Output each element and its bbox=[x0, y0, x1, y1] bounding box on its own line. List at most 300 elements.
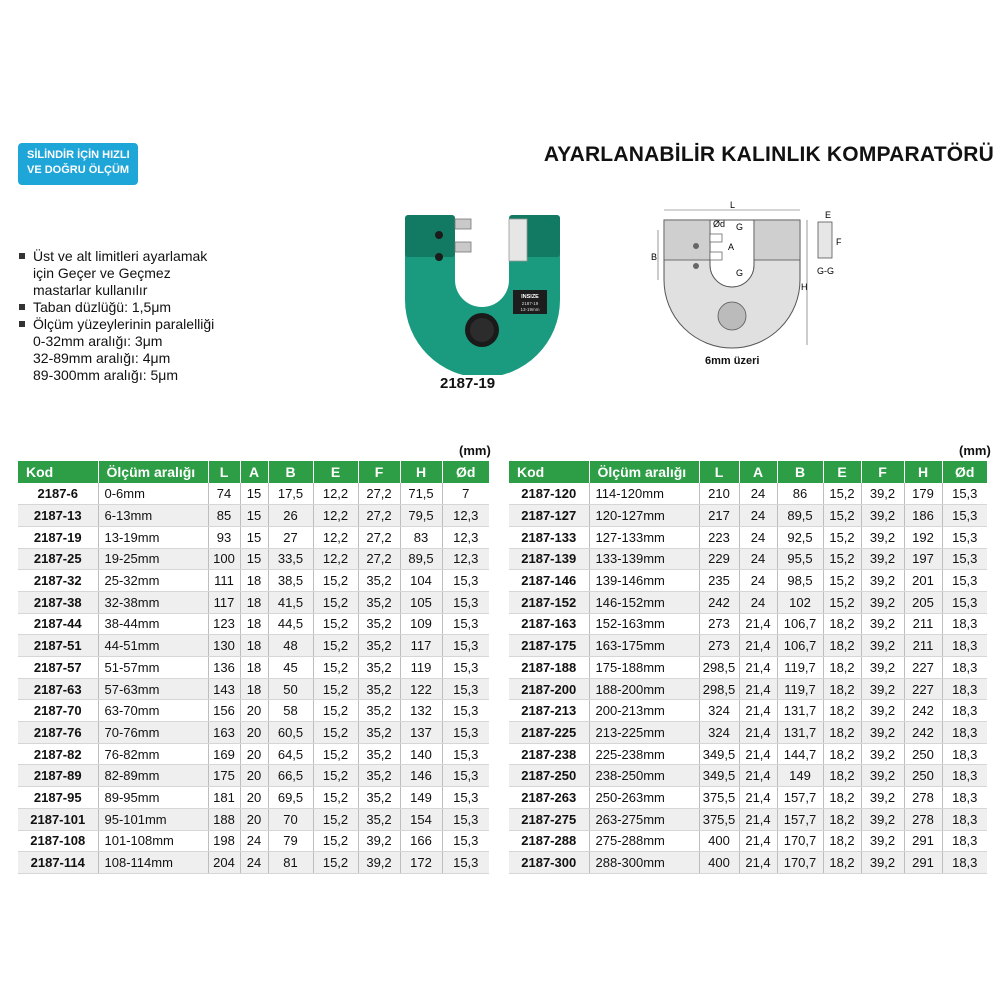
dimension-cell: 12,3 bbox=[442, 548, 489, 570]
range-cell: 25-32mm bbox=[98, 570, 208, 592]
table-row bbox=[509, 700, 987, 722]
dimension-cell: 18,3 bbox=[942, 765, 987, 787]
feature-item: mastarlar kullanılır bbox=[33, 282, 148, 298]
column-header: L bbox=[699, 461, 739, 483]
range-cell: 51-57mm bbox=[98, 657, 208, 679]
dimension-cell: 18,2 bbox=[823, 787, 861, 809]
dimension-cell: 122 bbox=[400, 678, 442, 700]
dimension-cell: 15,2 bbox=[313, 657, 358, 679]
dimension-cell: 39,2 bbox=[861, 765, 904, 787]
range-cell: 108-114mm bbox=[98, 852, 208, 874]
dimension-cell: 211 bbox=[904, 635, 942, 657]
table-row bbox=[18, 657, 489, 679]
dimension-cell: 83 bbox=[400, 526, 442, 548]
dimension-cell: 227 bbox=[904, 657, 942, 679]
dimension-cell: 35,2 bbox=[358, 808, 400, 830]
dimension-cell: 18,2 bbox=[823, 830, 861, 852]
feature-item: 32-89mm aralığı: 4μm bbox=[33, 350, 171, 366]
dimension-cell: 109 bbox=[400, 613, 442, 635]
dimension-cell: 15 bbox=[240, 505, 268, 527]
dimension-cell: 375,5 bbox=[699, 808, 739, 830]
dimension-cell: 104 bbox=[400, 570, 442, 592]
range-cell: 32-38mm bbox=[98, 591, 208, 613]
dimension-cell: 98,5 bbox=[777, 570, 823, 592]
dimension-cell: 119 bbox=[400, 657, 442, 679]
range-cell: 70-76mm bbox=[98, 722, 208, 744]
dimension-cell: 12,3 bbox=[442, 505, 489, 527]
dimension-cell: 188 bbox=[208, 808, 240, 830]
dimension-cell: 205 bbox=[904, 591, 942, 613]
table-row bbox=[509, 657, 987, 679]
product-model-label: 2187-19 bbox=[440, 375, 496, 392]
dimension-cell: 18,2 bbox=[823, 678, 861, 700]
dimension-cell: 24 bbox=[739, 548, 777, 570]
table-row bbox=[18, 613, 489, 635]
code-cell: 2187-76 bbox=[18, 722, 98, 744]
dimension-cell: 291 bbox=[904, 830, 942, 852]
column-header: Ölçüm aralığı bbox=[98, 461, 208, 483]
dimension-cell: 21,4 bbox=[739, 657, 777, 679]
table-row bbox=[18, 548, 489, 570]
dimension-cell: 39,2 bbox=[358, 852, 400, 874]
dimension-cell: 41,5 bbox=[268, 591, 313, 613]
screw-icon bbox=[435, 231, 443, 239]
range-cell: 95-101mm bbox=[98, 808, 208, 830]
knob-center bbox=[470, 318, 494, 342]
feature-list bbox=[18, 248, 243, 384]
dimension-cell: 15,2 bbox=[313, 808, 358, 830]
dimension-cell: 324 bbox=[699, 700, 739, 722]
dimension-cell: 12,2 bbox=[313, 526, 358, 548]
dim-label-b: B bbox=[651, 252, 658, 262]
code-cell: 2187-188 bbox=[509, 657, 589, 679]
anvil bbox=[509, 219, 527, 261]
dimension-cell: 18,2 bbox=[823, 657, 861, 679]
dimension-cell: 15,2 bbox=[313, 700, 358, 722]
dimension-cell: 20 bbox=[240, 722, 268, 744]
dimension-cell: 39,2 bbox=[861, 505, 904, 527]
code-cell: 2187-225 bbox=[509, 722, 589, 744]
dimension-cell: 66,5 bbox=[268, 765, 313, 787]
dimension-cell: 204 bbox=[208, 852, 240, 874]
dimension-cell: 33,5 bbox=[268, 548, 313, 570]
range-cell: 19-25mm bbox=[98, 548, 208, 570]
dimension-cell: 21,4 bbox=[739, 635, 777, 657]
code-cell: 2187-63 bbox=[18, 678, 98, 700]
dimension-cell: 12,2 bbox=[313, 548, 358, 570]
range-cell: 76-82mm bbox=[98, 743, 208, 765]
screw-icon bbox=[435, 253, 443, 261]
table-row bbox=[509, 808, 987, 830]
dimension-cell: 21,4 bbox=[739, 613, 777, 635]
dimension-cell: 100 bbox=[208, 548, 240, 570]
range-cell: 146-152mm bbox=[589, 591, 699, 613]
table-row bbox=[18, 787, 489, 809]
dimension-cell: 15,3 bbox=[442, 657, 489, 679]
dimension-cell: 175 bbox=[208, 765, 240, 787]
range-cell: 82-89mm bbox=[98, 765, 208, 787]
dimension-cell: 21,4 bbox=[739, 765, 777, 787]
dimension-cell: 24 bbox=[739, 526, 777, 548]
dimension-cell: 35,2 bbox=[358, 700, 400, 722]
feature-item: için Geçer ve Geçmez bbox=[33, 265, 171, 281]
dimension-cell: 15,2 bbox=[313, 787, 358, 809]
dimension-cell: 44,5 bbox=[268, 613, 313, 635]
dimension-cell: 70 bbox=[268, 808, 313, 830]
code-cell: 2187-275 bbox=[509, 808, 589, 830]
dimension-cell: 35,2 bbox=[358, 787, 400, 809]
unit-label-left: (mm) bbox=[459, 443, 491, 458]
dimension-cell: 20 bbox=[240, 700, 268, 722]
drawing-knob bbox=[718, 302, 746, 330]
dimension-cell: 157,7 bbox=[777, 787, 823, 809]
dimension-cell: 291 bbox=[904, 852, 942, 874]
badge-line-1: SİLİNDİR İÇİN HIZLI bbox=[27, 149, 130, 161]
range-cell: 288-300mm bbox=[589, 852, 699, 874]
drawing-left-block bbox=[664, 220, 710, 260]
range-cell: 101-108mm bbox=[98, 830, 208, 852]
dimension-cell: 24 bbox=[240, 852, 268, 874]
column-header: F bbox=[861, 461, 904, 483]
dimension-cell: 130 bbox=[208, 635, 240, 657]
page-title: AYARLANABİLİR KALINLIK KOMPARATÖRÜ bbox=[543, 143, 994, 166]
range-cell: 238-250mm bbox=[589, 765, 699, 787]
code-cell: 2187-139 bbox=[509, 548, 589, 570]
range-cell: 44-51mm bbox=[98, 635, 208, 657]
dimension-cell: 198 bbox=[208, 830, 240, 852]
dimension-cell: 15,3 bbox=[442, 852, 489, 874]
lower-pin bbox=[455, 242, 471, 252]
brand-logo: INSIZE bbox=[521, 294, 539, 300]
dimension-cell: 39,2 bbox=[861, 613, 904, 635]
range-cell: 275-288mm bbox=[589, 830, 699, 852]
range-cell: 6-13mm bbox=[98, 505, 208, 527]
column-header: H bbox=[400, 461, 442, 483]
range-cell: 57-63mm bbox=[98, 678, 208, 700]
dimension-cell: 92,5 bbox=[777, 526, 823, 548]
code-cell: 2187-288 bbox=[509, 830, 589, 852]
dimension-cell: 89,5 bbox=[777, 505, 823, 527]
dimension-cell: 201 bbox=[904, 570, 942, 592]
dimension-cell: 18 bbox=[240, 657, 268, 679]
dim-label-g2: G bbox=[736, 268, 744, 278]
table-row bbox=[509, 678, 987, 700]
dimension-cell: 24 bbox=[739, 591, 777, 613]
column-header: Kod bbox=[18, 461, 98, 483]
dim-label-a: A bbox=[728, 242, 735, 252]
dimension-cell: 18,3 bbox=[942, 635, 987, 657]
dimension-cell: 18 bbox=[240, 613, 268, 635]
dimension-cell: 20 bbox=[240, 743, 268, 765]
dimension-cell: 21,4 bbox=[739, 787, 777, 809]
table-row bbox=[509, 505, 987, 527]
dimension-cell: 18,3 bbox=[942, 787, 987, 809]
dimension-cell: 242 bbox=[904, 722, 942, 744]
dimension-cell: 15,2 bbox=[313, 678, 358, 700]
dimension-cell: 35,2 bbox=[358, 591, 400, 613]
dimension-cell: 39,2 bbox=[861, 483, 904, 505]
dimension-cell: 18,3 bbox=[942, 830, 987, 852]
dimension-cell: 169 bbox=[208, 743, 240, 765]
dimension-cell: 39,2 bbox=[358, 830, 400, 852]
dimension-cell: 324 bbox=[699, 722, 739, 744]
dimension-cell: 154 bbox=[400, 808, 442, 830]
dimension-cell: 18 bbox=[240, 635, 268, 657]
drawing-screw bbox=[693, 243, 699, 249]
dimension-cell: 64,5 bbox=[268, 743, 313, 765]
code-cell: 2187-238 bbox=[509, 743, 589, 765]
dimension-cell: 39,2 bbox=[861, 591, 904, 613]
dimension-cell: 35,2 bbox=[358, 613, 400, 635]
dimension-cell: 210 bbox=[699, 483, 739, 505]
dimension-cell: 273 bbox=[699, 635, 739, 657]
upper-pin bbox=[455, 219, 471, 229]
dimension-cell: 123 bbox=[208, 613, 240, 635]
dimension-cell: 15,3 bbox=[442, 787, 489, 809]
table-row bbox=[18, 591, 489, 613]
dimension-cell: 15,3 bbox=[442, 808, 489, 830]
dimension-cell: 58 bbox=[268, 700, 313, 722]
dimension-cell: 39,2 bbox=[861, 852, 904, 874]
dimension-cell: 223 bbox=[699, 526, 739, 548]
dimension-cell: 7 bbox=[442, 483, 489, 505]
dimension-cell: 15,2 bbox=[313, 765, 358, 787]
dimension-cell: 39,2 bbox=[861, 678, 904, 700]
dimension-cell: 170,7 bbox=[777, 830, 823, 852]
dimension-cell: 93 bbox=[208, 526, 240, 548]
dimension-cell: 273 bbox=[699, 613, 739, 635]
column-header: E bbox=[313, 461, 358, 483]
dimension-cell: 21,4 bbox=[739, 678, 777, 700]
dimension-cell: 298,5 bbox=[699, 678, 739, 700]
range-cell: 263-275mm bbox=[589, 808, 699, 830]
dimension-cell: 197 bbox=[904, 548, 942, 570]
table-row bbox=[509, 830, 987, 852]
dimension-cell: 119,7 bbox=[777, 657, 823, 679]
feature-item: Taban düzlüğü: 1,5μm bbox=[18, 299, 243, 316]
code-cell: 2187-82 bbox=[18, 743, 98, 765]
dimension-cell: 15,2 bbox=[313, 613, 358, 635]
table-row bbox=[18, 678, 489, 700]
code-cell: 2187-120 bbox=[509, 483, 589, 505]
drawing-right-block bbox=[754, 220, 800, 260]
dimension-cell: 35,2 bbox=[358, 657, 400, 679]
dimension-cell: 18,3 bbox=[942, 678, 987, 700]
dimension-cell: 12,3 bbox=[442, 526, 489, 548]
dimension-cell: 20 bbox=[240, 808, 268, 830]
dimension-cell: 95,5 bbox=[777, 548, 823, 570]
dimension-cell: 15,2 bbox=[313, 591, 358, 613]
range-cell: 152-163mm bbox=[589, 613, 699, 635]
dimension-cell: 179 bbox=[904, 483, 942, 505]
dimension-cell: 39,2 bbox=[861, 787, 904, 809]
dimension-cell: 211 bbox=[904, 613, 942, 635]
code-cell: 2187-38 bbox=[18, 591, 98, 613]
dimension-cell: 192 bbox=[904, 526, 942, 548]
range-cell: 175-188mm bbox=[589, 657, 699, 679]
dimension-cell: 15,3 bbox=[442, 678, 489, 700]
dimension-cell: 35,2 bbox=[358, 570, 400, 592]
table-row bbox=[18, 808, 489, 830]
dimension-cell: 132 bbox=[400, 700, 442, 722]
dimension-cell: 18,3 bbox=[942, 700, 987, 722]
dimension-cell: 15,2 bbox=[313, 570, 358, 592]
dimension-cell: 15 bbox=[240, 548, 268, 570]
column-header: H bbox=[904, 461, 942, 483]
dimension-cell: 15,2 bbox=[823, 483, 861, 505]
table-row bbox=[509, 787, 987, 809]
table-row bbox=[509, 483, 987, 505]
dimension-cell: 131,7 bbox=[777, 722, 823, 744]
dimension-cell: 24 bbox=[739, 570, 777, 592]
section-label-gg: G-G bbox=[817, 266, 834, 276]
dimension-cell: 21,4 bbox=[739, 808, 777, 830]
dimension-cell: 242 bbox=[699, 591, 739, 613]
dimension-cell: 85 bbox=[208, 505, 240, 527]
code-cell: 2187-108 bbox=[18, 830, 98, 852]
spec-table-left bbox=[18, 461, 489, 874]
drawing-caption: 6mm üzeri bbox=[705, 355, 760, 367]
dimension-cell: 21,4 bbox=[739, 852, 777, 874]
dimension-cell: 18 bbox=[240, 591, 268, 613]
dimension-cell: 349,5 bbox=[699, 743, 739, 765]
dimension-cell: 27 bbox=[268, 526, 313, 548]
dimension-cell: 27,2 bbox=[358, 505, 400, 527]
dimension-cell: 48 bbox=[268, 635, 313, 657]
table-row bbox=[18, 765, 489, 787]
dimension-cell: 137 bbox=[400, 722, 442, 744]
dimension-cell: 235 bbox=[699, 570, 739, 592]
code-cell: 2187-32 bbox=[18, 570, 98, 592]
dimension-cell: 18,2 bbox=[823, 808, 861, 830]
dimension-cell: 35,2 bbox=[358, 722, 400, 744]
dimension-cell: 17,5 bbox=[268, 483, 313, 505]
technical-drawing bbox=[650, 200, 850, 360]
dimension-cell: 298,5 bbox=[699, 657, 739, 679]
dimension-cell: 15,3 bbox=[942, 483, 987, 505]
dimension-cell: 15,2 bbox=[313, 830, 358, 852]
column-header: Ød bbox=[442, 461, 489, 483]
dimension-cell: 39,2 bbox=[861, 635, 904, 657]
code-cell: 2187-13 bbox=[18, 505, 98, 527]
dimension-cell: 50 bbox=[268, 678, 313, 700]
dimension-cell: 15,3 bbox=[942, 526, 987, 548]
dimension-cell: 250 bbox=[904, 743, 942, 765]
dimension-cell: 21,4 bbox=[739, 700, 777, 722]
dimension-cell: 18,3 bbox=[942, 657, 987, 679]
code-cell: 2187-263 bbox=[509, 787, 589, 809]
drawing-screw bbox=[693, 263, 699, 269]
code-cell: 2187-200 bbox=[509, 678, 589, 700]
dimension-cell: 15,3 bbox=[442, 743, 489, 765]
dimension-cell: 166 bbox=[400, 830, 442, 852]
code-cell: 2187-213 bbox=[509, 700, 589, 722]
feature-badge bbox=[18, 143, 138, 185]
table-row bbox=[18, 570, 489, 592]
dimension-cell: 69,5 bbox=[268, 787, 313, 809]
code-cell: 2187-152 bbox=[509, 591, 589, 613]
dimension-cell: 20 bbox=[240, 787, 268, 809]
range-cell: 200-213mm bbox=[589, 700, 699, 722]
table-row bbox=[18, 505, 489, 527]
dimension-cell: 15,3 bbox=[442, 570, 489, 592]
dimension-cell: 26 bbox=[268, 505, 313, 527]
dimension-cell: 18,2 bbox=[823, 765, 861, 787]
dimension-cell: 39,2 bbox=[861, 830, 904, 852]
unit-label-right: (mm) bbox=[959, 443, 991, 458]
dimension-cell: 105 bbox=[400, 591, 442, 613]
code-cell: 2187-127 bbox=[509, 505, 589, 527]
dimension-cell: 111 bbox=[208, 570, 240, 592]
dimension-cell: 278 bbox=[904, 787, 942, 809]
dimension-cell: 15,3 bbox=[442, 613, 489, 635]
range-cell: 213-225mm bbox=[589, 722, 699, 744]
dimension-cell: 35,2 bbox=[358, 743, 400, 765]
dimension-cell: 144,7 bbox=[777, 743, 823, 765]
dimension-cell: 38,5 bbox=[268, 570, 313, 592]
dimension-cell: 229 bbox=[699, 548, 739, 570]
dimension-cell: 39,2 bbox=[861, 570, 904, 592]
table-row bbox=[509, 526, 987, 548]
dimension-cell: 81 bbox=[268, 852, 313, 874]
dimension-cell: 106,7 bbox=[777, 613, 823, 635]
dimension-cell: 143 bbox=[208, 678, 240, 700]
dimension-cell: 15,3 bbox=[942, 505, 987, 527]
dimension-cell: 79 bbox=[268, 830, 313, 852]
dimension-cell: 157,7 bbox=[777, 808, 823, 830]
code-cell: 2187-114 bbox=[18, 852, 98, 874]
dimension-cell: 400 bbox=[699, 830, 739, 852]
table-row bbox=[18, 483, 489, 505]
dim-label-h: H bbox=[801, 282, 808, 292]
dimension-cell: 140 bbox=[400, 743, 442, 765]
dimension-cell: 12,2 bbox=[313, 483, 358, 505]
feature-item: Üst ve alt limitleri ayarlamak bbox=[18, 248, 243, 265]
dimension-cell: 146 bbox=[400, 765, 442, 787]
dimension-cell: 39,2 bbox=[861, 657, 904, 679]
dimension-cell: 227 bbox=[904, 678, 942, 700]
dim-label-e: E bbox=[825, 210, 832, 220]
dimension-cell: 217 bbox=[699, 505, 739, 527]
dimension-cell: 18,3 bbox=[942, 722, 987, 744]
dimension-cell: 375,5 bbox=[699, 787, 739, 809]
dimension-cell: 18,2 bbox=[823, 743, 861, 765]
table-row bbox=[509, 591, 987, 613]
dimension-cell: 15,2 bbox=[823, 570, 861, 592]
dimension-cell: 39,2 bbox=[861, 548, 904, 570]
code-cell: 2187-25 bbox=[18, 548, 98, 570]
dimension-cell: 18,2 bbox=[823, 722, 861, 744]
badge-line-2: VE DOĞRU ÖLÇÜM bbox=[27, 164, 130, 176]
table-row bbox=[18, 852, 489, 874]
dimension-cell: 79,5 bbox=[400, 505, 442, 527]
dimension-cell: 15,3 bbox=[942, 570, 987, 592]
nameplate-code: 2187-19 bbox=[521, 301, 539, 306]
table-row bbox=[509, 722, 987, 744]
range-cell: 250-263mm bbox=[589, 787, 699, 809]
dimension-cell: 250 bbox=[904, 765, 942, 787]
table-row bbox=[18, 830, 489, 852]
code-cell: 2187-70 bbox=[18, 700, 98, 722]
column-header: B bbox=[268, 461, 313, 483]
code-cell: 2187-133 bbox=[509, 526, 589, 548]
dimension-cell: 170,7 bbox=[777, 852, 823, 874]
dimension-cell: 18 bbox=[240, 678, 268, 700]
table-row bbox=[18, 700, 489, 722]
feature-item: 0-32mm aralığı: 3μm bbox=[33, 333, 163, 349]
feature-item: 89-300mm aralığı: 5μm bbox=[33, 367, 179, 383]
dimension-cell: 149 bbox=[777, 765, 823, 787]
